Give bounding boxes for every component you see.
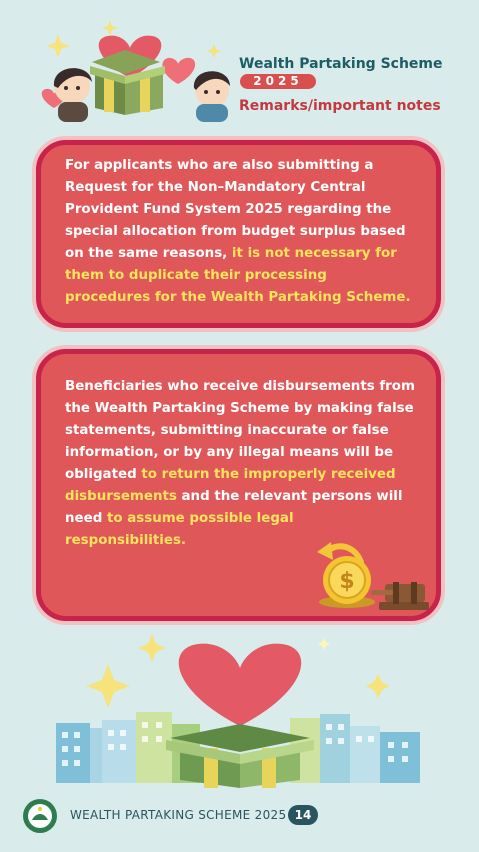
note-2-highlight-1: to return the improperly received disbursements xyxy=(65,467,396,504)
note-card-2 xyxy=(36,349,441,621)
gift-box-hearts-icon xyxy=(0,0,240,125)
gavel-icon xyxy=(371,582,429,610)
section-subtitle: Remarks/important notes xyxy=(239,98,441,114)
note-card-1 xyxy=(36,140,441,328)
svg-text:$: $ xyxy=(339,569,355,594)
note-2-part1: Beneficiaries who receive disbursements from the Wealth Partaking Scheme by making false statements, submitting inaccurate or false information, or by any illegal means will be obligated xyxy=(65,379,415,482)
year-badge: 2025 xyxy=(240,74,316,89)
note-2-highlight-2: to assume possible legal responsibilities. xyxy=(65,511,294,548)
money-coin-icon xyxy=(313,532,433,614)
note-1-text xyxy=(65,155,416,309)
header xyxy=(0,0,479,125)
note-1-highlight: it is not necessary for them to duplicate their processing procedures for the Wealth Partaking Scheme. xyxy=(65,246,411,305)
macau-emblem-icon xyxy=(22,798,58,834)
buildings-illustration xyxy=(0,628,479,788)
footer-label: WEALTH PARTAKING SCHEME 2025 xyxy=(70,808,287,822)
footer xyxy=(0,790,479,852)
note-2-part3: and the relevant persons will need xyxy=(65,489,403,526)
scheme-title: Wealth Partaking Scheme xyxy=(239,56,443,72)
page-number-badge: 14 xyxy=(288,805,318,825)
note-1-plain: For applicants who are also submitting a Request for the Non–Mandatory Central Provident Fund System 2025 regarding the special allocation from budget surplus based on the same reasons, xyxy=(65,158,406,261)
note-2-text xyxy=(65,376,416,552)
